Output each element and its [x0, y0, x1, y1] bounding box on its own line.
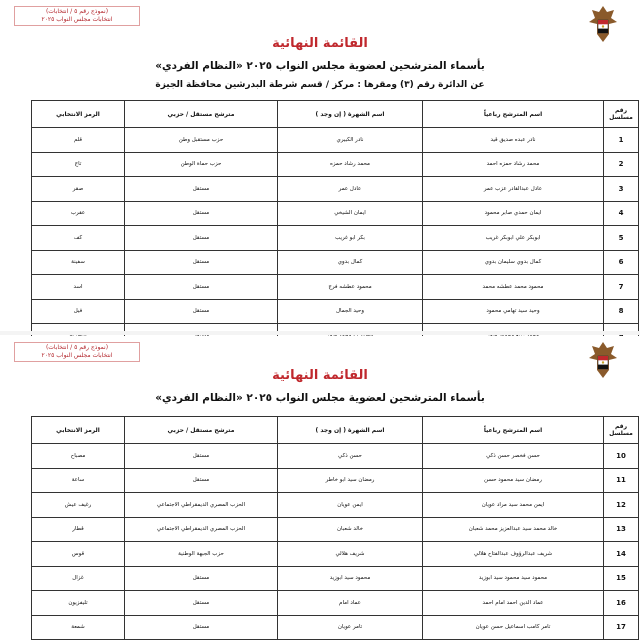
table-row — [32, 152, 639, 177]
header-affiliation: مترشح مستقل / حزبي — [125, 101, 278, 128]
cell-name: عماد الدين احمد امام احمد — [423, 591, 604, 616]
cell-fame: رمضان سيد ابو خاطر — [278, 468, 423, 493]
cell-serial: 13 — [604, 517, 639, 542]
header-fame: اسم الشهرة ( إن وجد ) — [278, 101, 423, 128]
cell-serial: 17 — [604, 615, 639, 640]
cell-name: محمود محمد عطشه محمد — [423, 275, 604, 300]
cell-fame: محمود عطشه فرج — [278, 275, 423, 300]
table-row — [32, 615, 639, 640]
cell-fame: ايمان الشيخي — [278, 201, 423, 226]
cell-name: نادر عبده صديق قيد — [423, 128, 604, 153]
header-symbol: الرمز الانتخابي — [32, 417, 125, 444]
cell-affiliation: مستقل — [125, 177, 278, 202]
header-name: اسم المترشح رباعياً — [423, 417, 604, 444]
cell-name: ابوبكر علي ابوبكر غريب — [423, 226, 604, 251]
table-row — [32, 493, 639, 518]
cell-name: عادل عبدالقادر عزب عمر — [423, 177, 604, 202]
cell-symbol: كف — [32, 226, 125, 251]
cell-serial: 15 — [604, 566, 639, 591]
cell-name: رمضان سيد محمود حسن — [423, 468, 604, 493]
cell-symbol: اسد — [32, 275, 125, 300]
table-row — [32, 275, 639, 300]
cell-name: كمال بدوي سليمان بدوي — [423, 250, 604, 275]
form-number-note — [14, 6, 140, 26]
table-row — [32, 250, 639, 275]
cell-serial: 6 — [604, 250, 639, 275]
table-row — [32, 226, 639, 251]
cell-symbol: قلم — [32, 128, 125, 153]
table-row — [32, 444, 639, 469]
cell-symbol: تليفزيون — [32, 591, 125, 616]
cell-affiliation: مستقل — [125, 226, 278, 251]
document-page-2 — [0, 336, 640, 632]
table-row — [32, 591, 639, 616]
cell-affiliation: مستقل — [125, 299, 278, 324]
table-row — [32, 542, 639, 567]
cell-fame: حسن ذكي — [278, 444, 423, 469]
cell-serial: 3 — [604, 177, 639, 202]
cell-name: خالد محمد سيد عبدالعزيز محمد شعبان — [423, 517, 604, 542]
cell-affiliation: الحزب المصري الديمقراطي الاجتماعي — [125, 517, 278, 542]
table-header-row — [32, 417, 639, 444]
cell-fame: نادر الكبيري — [278, 128, 423, 153]
header-serial: رقم مسلسل — [604, 101, 639, 128]
form-note-line: (نموذج رقم ٥ / انتخابات) — [45, 344, 109, 351]
cell-affiliation: الحزب المصري الديمقراطي الاجتماعي — [125, 493, 278, 518]
cell-symbol: صقر — [32, 177, 125, 202]
cell-serial: 1 — [604, 128, 639, 153]
cell-symbol: غزال — [32, 566, 125, 591]
cell-affiliation: مستقل — [125, 250, 278, 275]
cell-affiliation: مستقل — [125, 468, 278, 493]
cell-serial: 16 — [604, 591, 639, 616]
header-fame: اسم الشهرة ( إن وجد ) — [278, 417, 423, 444]
cell-fame: تامر عويان — [278, 615, 423, 640]
form-note-line: (نموذج رقم ٥ / انتخابات) — [45, 8, 109, 15]
cell-serial: 5 — [604, 226, 639, 251]
cell-fame: خالد شعبان — [278, 517, 423, 542]
cell-serial: 14 — [604, 542, 639, 567]
cell-affiliation: حزب الجبهة الوطنية — [125, 542, 278, 567]
cell-symbol: سفينة — [32, 250, 125, 275]
cell-serial: 8 — [604, 299, 639, 324]
cell-fame: شريف هلالي — [278, 542, 423, 567]
cell-serial: 7 — [604, 275, 639, 300]
cell-symbol: قوس — [32, 542, 125, 567]
header-affiliation: مترشح مستقل / حزبي — [125, 417, 278, 444]
document-title: القائمة النهائية — [272, 36, 368, 51]
cell-affiliation: مستقل — [125, 566, 278, 591]
cell-symbol: فيل — [32, 299, 125, 324]
table-row — [32, 468, 639, 493]
table-header-row — [32, 101, 639, 128]
document-title: القائمة النهائية — [272, 368, 368, 383]
cell-symbol: رغيف عيش — [32, 493, 125, 518]
cell-serial: 11 — [604, 468, 639, 493]
table-row — [32, 517, 639, 542]
cell-fame: كمال بدوي — [278, 250, 423, 275]
form-note-line: انتخابات مجلس النواب ٢٠٢٥ — [41, 352, 113, 359]
district-line: عن الدائرة رقم (٣) ومقرها : مركز / قسم شرطة البدرشين محافظة الجيزة — [155, 80, 485, 90]
cell-affiliation: مستقل — [125, 444, 278, 469]
cell-fame: ايمن عويان — [278, 493, 423, 518]
table-row — [32, 128, 639, 153]
cell-name: محمود سيد محمود سيد ابوزيد — [423, 566, 604, 591]
form-number-note — [14, 342, 140, 362]
header-name: اسم المترشح رباعياً — [423, 101, 604, 128]
cell-fame: عادل عمر — [278, 177, 423, 202]
table-row — [32, 566, 639, 591]
cell-affiliation: حزب حماة الوطن — [125, 152, 278, 177]
form-note-line: انتخابات مجلس النواب ٢٠٢٥ — [41, 16, 113, 23]
candidates-table — [31, 100, 639, 349]
cell-serial: 4 — [604, 201, 639, 226]
cell-name: ايمان حمدي صابر محمود — [423, 201, 604, 226]
cell-symbol: عقرب — [32, 201, 125, 226]
cell-affiliation: مستقل — [125, 275, 278, 300]
header-serial: رقم مسلسل — [604, 417, 639, 444]
cell-name: شريف عبدالرؤوف عبدالفتاح هلالي — [423, 542, 604, 567]
cell-affiliation: مستقل — [125, 615, 278, 640]
cell-symbol: مصباح — [32, 444, 125, 469]
cell-fame: بكر ابو غريب — [278, 226, 423, 251]
document-subtitle: بأسماء المترشحين لعضوية مجلس النواب ٢٠٢٥ «النظام الفردي» — [155, 60, 485, 72]
cell-serial: 10 — [604, 444, 639, 469]
cell-serial: 12 — [604, 493, 639, 518]
header-symbol: الرمز الانتخابي — [32, 101, 125, 128]
document-subtitle: بأسماء المترشحين لعضوية مجلس النواب ٢٠٢٥ «النظام الفردي» — [155, 392, 485, 404]
cell-name: محمد رشاد حمزه احمد — [423, 152, 604, 177]
cell-affiliation: مستقل — [125, 201, 278, 226]
cell-name: وحيد سيد تهامي محمود — [423, 299, 604, 324]
cell-fame: عماد امام — [278, 591, 423, 616]
cell-name: تامر كامب اسماعيل حسن عويان — [423, 615, 604, 640]
cell-fame: محمود سيد ابوزيد — [278, 566, 423, 591]
cell-affiliation: حزب مستقبل وطن — [125, 128, 278, 153]
cell-symbol: ساعة — [32, 468, 125, 493]
cell-name: حسن فخصر حسن ذكي — [423, 444, 604, 469]
cell-affiliation: مستقل — [125, 591, 278, 616]
cell-symbol: تاج — [32, 152, 125, 177]
table-row — [32, 177, 639, 202]
table-row — [32, 201, 639, 226]
cell-symbol: قطار — [32, 517, 125, 542]
cell-name: ايمن محمد سيد مراد عويان — [423, 493, 604, 518]
cell-symbol: شمعة — [32, 615, 125, 640]
cell-serial: 2 — [604, 152, 639, 177]
cell-fame: وحيد الجمال — [278, 299, 423, 324]
page-divider — [0, 331, 640, 335]
candidates-table — [31, 416, 639, 640]
table-row — [32, 299, 639, 324]
cell-fame: محمد رشاد حمزه — [278, 152, 423, 177]
